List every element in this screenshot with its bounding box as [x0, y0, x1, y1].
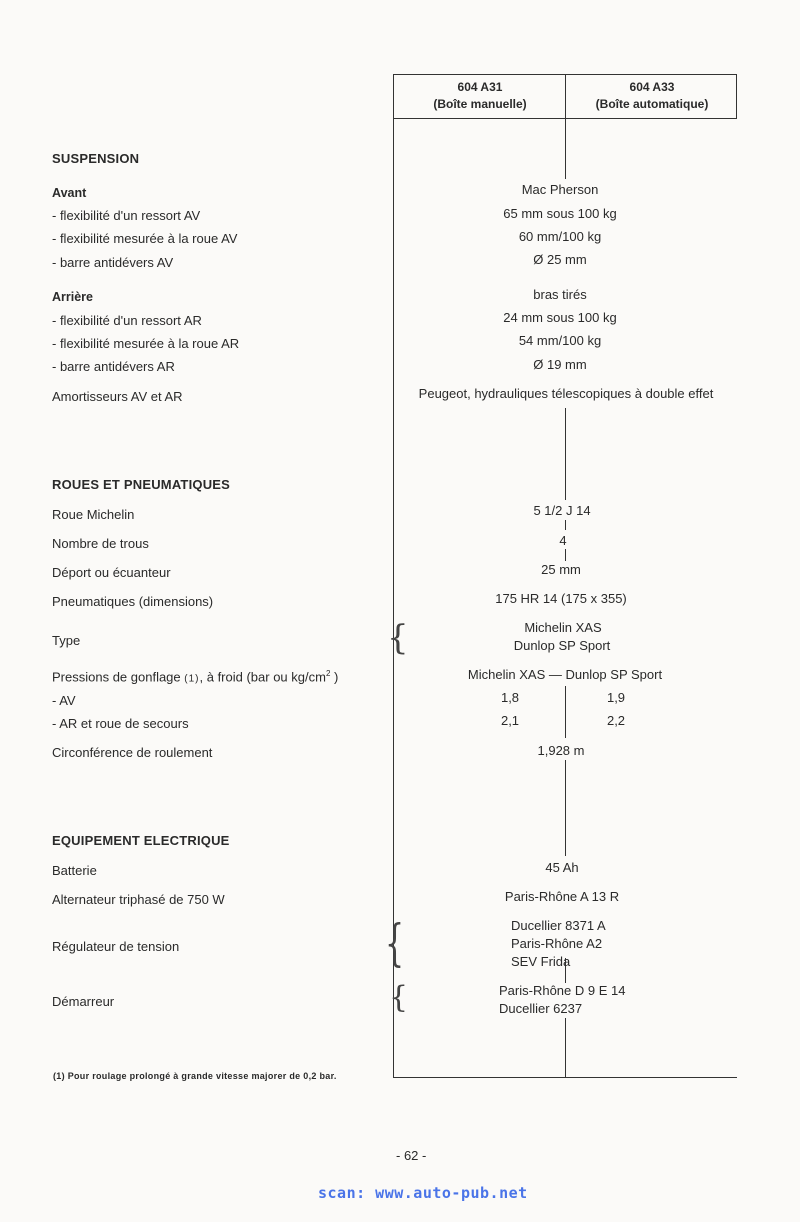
value-regulateur-ducellier: Ducellier 8371 A: [511, 918, 606, 933]
label-barre-ar: - barre antidévers AR: [52, 359, 175, 374]
value-pression-av-a33: 1,9: [606, 690, 626, 705]
label-barre-av: - barre antidévers AV: [52, 255, 174, 270]
column-divider-segment: [565, 408, 566, 500]
label-amortisseurs: Amortisseurs AV et AR: [52, 389, 183, 404]
label-pressions-rest: , à froid (bar ou kg/cm: [199, 669, 326, 685]
value-flex-ressort-av: 65 mm sous 100 kg: [503, 206, 617, 221]
brace-demarreur: {: [389, 980, 409, 1015]
label-pressions-sup: 2: [325, 669, 331, 678]
value-barre-av: Ø 25 mm: [533, 252, 587, 267]
column-header-a33-model: 604 A33: [629, 80, 675, 94]
section-title-suspension: SUSPENSION: [52, 151, 140, 166]
value-alternateur: Paris-Rhône A 13 R: [504, 889, 620, 904]
value-deport: 25 mm: [541, 562, 581, 577]
label-flex-roue-av: - flexibilité mesurée à la roue AV: [52, 231, 238, 246]
label-demarreur: Démarreur: [52, 994, 115, 1009]
value-pneumatiques: 175 HR 14 (175 x 355): [495, 591, 627, 606]
label-pression-ar: - AR et roue de secours: [52, 716, 189, 731]
label-flex-roue-ar: - flexibilité mesurée à la roue AR: [52, 336, 240, 351]
value-pression-av-a31: 1,8: [500, 690, 520, 705]
section-title-roues: ROUES ET PNEUMATIQUES: [52, 477, 231, 492]
header-column-divider: [565, 74, 566, 119]
label-flex-ressort-av: - flexibilité d'un ressort AV: [52, 208, 201, 223]
value-arriere-type: bras tirés: [533, 287, 587, 302]
scan-credit: scan: www.auto-pub.net: [318, 1184, 528, 1202]
column-divider-segment: [565, 520, 566, 530]
subsection-title-avant: Avant: [52, 186, 87, 200]
value-flex-roue-av: 60 mm/100 kg: [518, 229, 602, 244]
value-type-dunlop: Dunlop SP Sport: [513, 638, 611, 653]
label-batterie: Batterie: [52, 863, 97, 878]
section-title-electrique: EQUIPEMENT ELECTRIQUE: [52, 833, 230, 848]
page-number: - 62 -: [396, 1148, 427, 1163]
label-deport: Déport ou écuanteur: [52, 565, 171, 580]
value-demarreur-ducellier: Ducellier 6237: [499, 1001, 583, 1016]
value-regulateur-sev: SEV Frida: [511, 954, 571, 969]
footnote-ref: (1): [184, 673, 200, 685]
value-flex-ressort-ar: 24 mm sous 100 kg: [503, 310, 617, 325]
column-divider-segment: [565, 119, 566, 179]
brace-type: {: [387, 618, 409, 658]
value-pressions-brands: Michelin XAS — Dunlop SP Sport: [467, 667, 663, 682]
value-batterie: 45 Ah: [545, 860, 579, 875]
value-pression-ar-a31: 2,1: [500, 713, 520, 728]
value-regulateur-paris-rhone: Paris-Rhône A2: [511, 936, 603, 951]
column-divider-segment: [565, 549, 566, 561]
value-type-michelin: Michelin XAS: [524, 620, 602, 635]
value-amortisseurs: Peugeot, hydrauliques télescopiques à double effet: [418, 386, 714, 401]
label-alternateur: Alternateur triphasé de 750 W: [52, 892, 225, 907]
label-regulateur: Régulateur de tension: [52, 939, 180, 954]
footnote: (1) Pour roulage prolongé à grande vitesse majorer de 0,2 bar.: [53, 1071, 337, 1081]
label-type: Type: [52, 633, 81, 648]
label-pressions-end: ): [330, 669, 339, 685]
column-divider-segment: [565, 760, 566, 856]
label-pression-av: - AV: [52, 693, 76, 708]
label-pressions: [52, 669, 338, 684]
column-header-a31-model: 604 A31: [457, 80, 503, 94]
value-avant-type: Mac Pherson: [521, 182, 599, 197]
value-circonference: 1,928 m: [537, 743, 585, 758]
label-circonference: Circonférence de roulement: [52, 745, 213, 760]
subsection-title-arriere: Arrière: [52, 290, 93, 304]
label-pneumatiques: Pneumatiques (dimensions): [52, 594, 214, 609]
column-header-a31-sub: (Boîte manuelle): [433, 97, 527, 111]
brace-regulateur: {: [385, 914, 405, 972]
table-right-border: [736, 74, 737, 119]
column-divider-segment: [565, 686, 566, 738]
label-nombre-trous: Nombre de trous: [52, 536, 149, 551]
column-divider-segment: [565, 1018, 566, 1078]
value-roue-michelin: 5 1/2 J 14: [533, 503, 591, 518]
label-pressions-main: Pressions de gonflage: [52, 669, 185, 685]
value-pression-ar-a33: 2,2: [606, 713, 626, 728]
column-header-a33-sub: (Boîte automatique): [595, 97, 709, 111]
label-flex-ressort-ar: - flexibilité d'un ressort AR: [52, 313, 202, 328]
value-demarreur-paris-rhone: Paris-Rhône D 9 E 14: [499, 983, 626, 998]
column-header-a33: [596, 79, 709, 113]
value-flex-roue-ar: 54 mm/100 kg: [518, 333, 602, 348]
label-roue-michelin: Roue Michelin: [52, 507, 135, 522]
column-header-a31: [433, 79, 526, 113]
value-barre-ar: Ø 19 mm: [533, 357, 587, 372]
value-nombre-trous: 4: [559, 533, 567, 548]
